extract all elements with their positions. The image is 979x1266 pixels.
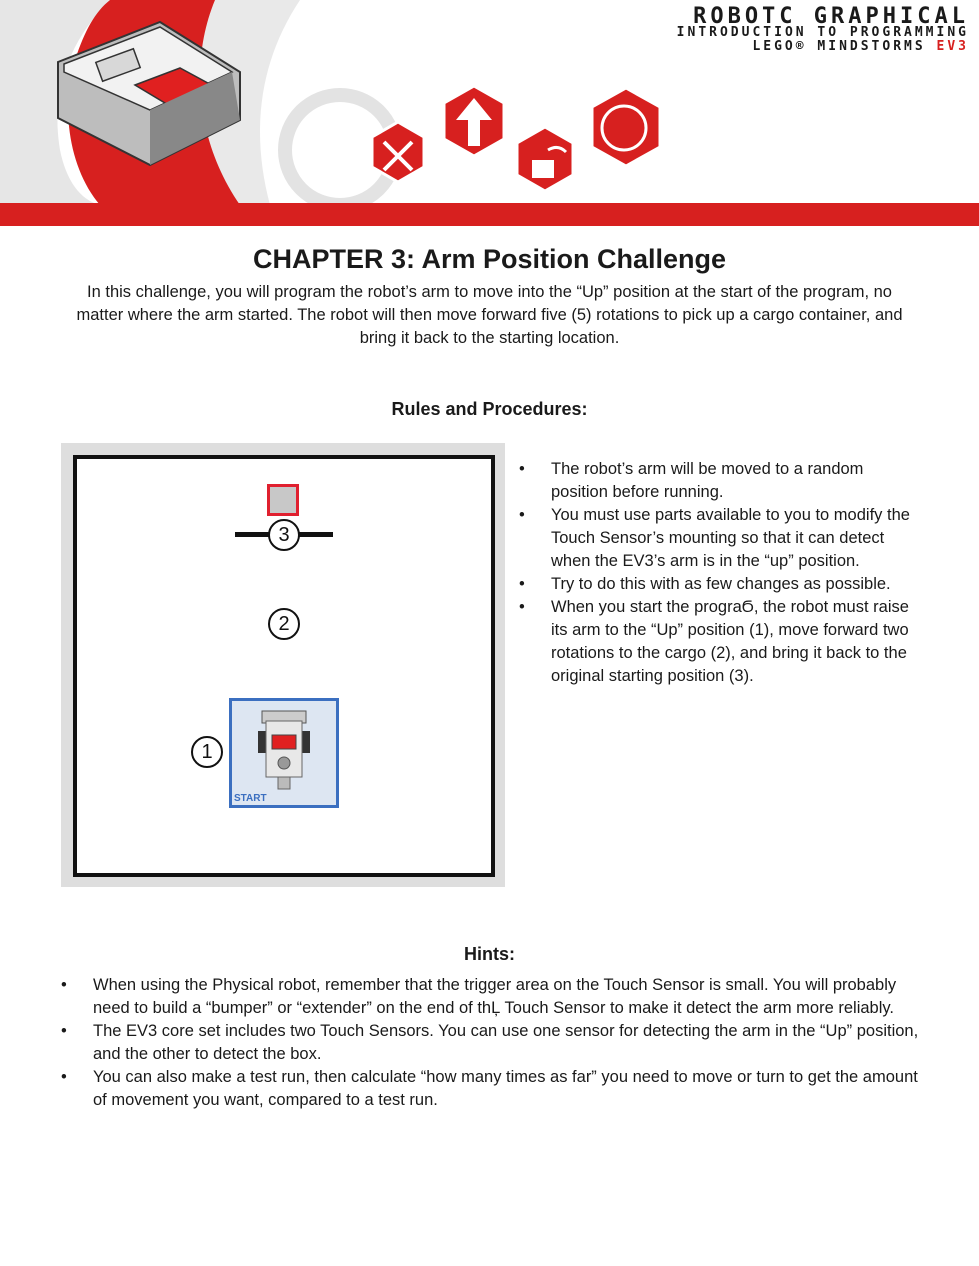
challenge-field-diagram <box>61 443 505 887</box>
hints-item: • The EV3 core set includes two Touch Sensors. You can use one sensor for detecting the arm in the “Up” position, and the other to detect the box. <box>57 1020 919 1066</box>
brand-line3 <box>752 39 969 54</box>
loop-hex-icon <box>592 88 660 166</box>
rules-item: • When you start the prograϬ, the robot must raise its arm to the “Up” position (1), move forward two rotations to the cargo (2), and bring it back to the original starting position (3). <box>515 596 915 688</box>
hints-item: • When using the Physical robot, remember that the trigger area on the Touch Sensor is small. You will probably need to build a “bumper” or “extender” on the end of thĻ Touch Sensor to make it detect the arm more reliably. <box>57 974 919 1020</box>
marker-2: 2 <box>268 608 300 640</box>
intro-paragraph: In this challenge, you will program the robot’s arm to move into the “Up” position at the start of the program, no matter where the arm started. The robot will then move forward five (5) rotations to pick up a cargo container, and bring it back to the starting location. <box>76 283 903 347</box>
brand-ev3: EV3 <box>936 39 969 54</box>
sensor-hex-icon <box>517 127 573 191</box>
cargo-box <box>267 484 299 516</box>
page-title: CHAPTER 3: Arm Position Challenge <box>252 244 727 274</box>
rules-item: • The robot’s arm will be moved to a random position before running. <box>515 458 915 504</box>
hints-item: • You can also make a test run, then calculate “how many times as far” you need to move or turn to get the amount of movement you want, compared to a test run. <box>57 1066 919 1112</box>
start-box <box>229 698 339 808</box>
field-board <box>73 455 495 877</box>
rules-heading: Rules and Procedures: <box>391 399 588 419</box>
arrow-hex-icon <box>444 86 504 156</box>
start-label: START <box>234 793 267 804</box>
robot-icon <box>232 701 336 805</box>
marker-1: 1 <box>191 736 223 768</box>
hints-heading: Hints: <box>464 944 515 964</box>
rules-list <box>515 458 915 688</box>
brand-lego: LEGO® MINDSTORMS <box>752 39 926 54</box>
rules-item: • You must use parts available to you to modify the Touch Sensor’s mounting so that it can detect when the EV3’s arm is in the “up” position. <box>515 504 915 573</box>
brand-subtitle: INTRODUCTION TO PROGRAMMING <box>676 25 969 40</box>
rules-item: • Try to do this with as few changes as possible. <box>515 573 915 596</box>
header-red-bar <box>0 203 979 226</box>
wrench-hex-icon <box>372 122 424 182</box>
brand-title: ROBOTC GRAPHICAL <box>693 4 969 29</box>
page-header <box>0 0 979 226</box>
marker-3: 3 <box>268 519 300 551</box>
hints-list <box>57 974 919 1112</box>
